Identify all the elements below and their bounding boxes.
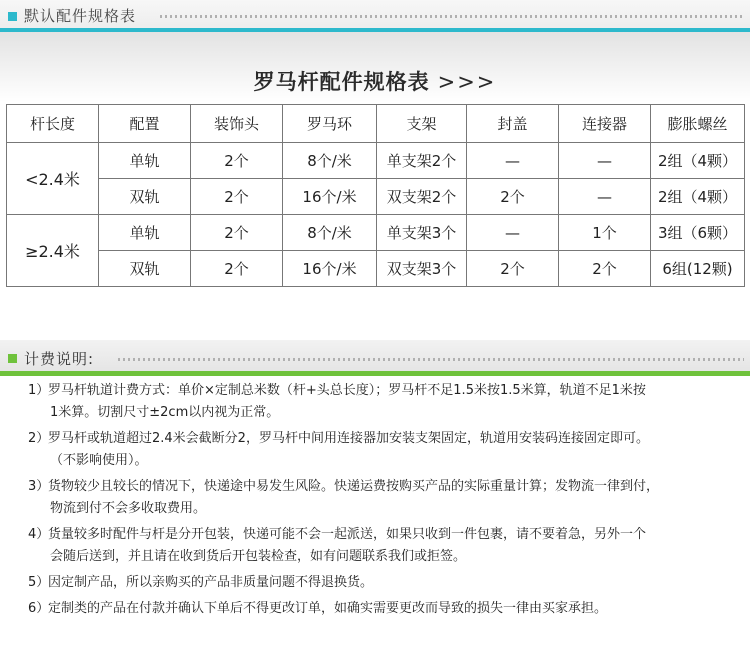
- table-cell: 3组（6颗）: [651, 215, 745, 251]
- accent-underline: [0, 371, 750, 376]
- table-cell: 2个: [467, 179, 559, 215]
- note-item: [28, 598, 744, 620]
- note-number: 3）: [28, 479, 50, 494]
- note-text: 货量较多时配件与杆是分开包装，快递可能不会一起派送，如果只收到一件包裹，请不要着急，另外一个: [48, 527, 647, 542]
- section-title: 计费说明:: [24, 350, 95, 368]
- note-item: [28, 380, 744, 424]
- table-row: [7, 143, 745, 179]
- note-text: 定制类的产品在付款并确认下单后不得更改订单，如确实需要更改而导致的损失一律由买家承担。: [48, 601, 608, 616]
- billing-notes: [28, 380, 744, 624]
- table-cell: —: [559, 179, 651, 215]
- table-cell: 双支架2个: [377, 179, 467, 215]
- column-header: 杆长度: [7, 105, 99, 143]
- table-cell: —: [467, 143, 559, 179]
- column-header: 支架: [377, 105, 467, 143]
- bullet-square-icon: [8, 12, 17, 21]
- table-cell: 2个: [559, 251, 651, 287]
- note-text-continued: （不影响使用）。: [50, 453, 148, 468]
- dashed-divider: [118, 358, 744, 361]
- table-cell: 16个/米: [283, 251, 377, 287]
- table-cell: 双支架3个: [377, 251, 467, 287]
- note-number: 4）: [28, 527, 50, 542]
- length-cell: ≥2.4米: [7, 215, 99, 287]
- table-cell: 双轨: [99, 179, 191, 215]
- note-item: [28, 524, 744, 568]
- table-cell: 2个: [467, 251, 559, 287]
- note-text: 罗马杆或轨道超过2.4米会截断分2，罗马杆中间用连接器加安装支架固定，轨道用安装码连接固定即可。: [48, 431, 649, 446]
- note-text-continued: 1米算。切割尺寸±2cm以内视为正常。: [50, 405, 280, 420]
- note-text: 因定制产品，所以亲购买的产品非质量问题不得退换货。: [48, 575, 374, 590]
- section-header-spec: [0, 0, 750, 32]
- table-cell: 2组（4颗）: [651, 143, 745, 179]
- table-cell: 8个/米: [283, 215, 377, 251]
- table-cell: 16个/米: [283, 179, 377, 215]
- table-cell: 8个/米: [283, 143, 377, 179]
- section-header-billing: [0, 340, 750, 376]
- column-header: 连接器: [559, 105, 651, 143]
- column-header: 配置: [99, 105, 191, 143]
- dashed-divider: [160, 15, 744, 18]
- spec-table: [6, 104, 745, 287]
- table-cell: 单支架3个: [377, 215, 467, 251]
- bullet-square-icon: [8, 354, 17, 363]
- table-cell: 2个: [191, 143, 283, 179]
- column-header: 膨胀螺丝: [651, 105, 745, 143]
- note-text: 罗马杆轨道计费方式：单价×定制总米数（杆+头总长度）；罗马杆不足1.5米按1.5米算，轨道不足1米按: [48, 383, 646, 398]
- arrow-suffix: >>>: [437, 70, 497, 94]
- table-row: [7, 251, 745, 287]
- length-cell: <2.4米: [7, 143, 99, 215]
- table-row: [7, 215, 745, 251]
- note-number: 1）: [28, 383, 50, 398]
- table-cell: 单轨: [99, 215, 191, 251]
- table-cell: 双轨: [99, 251, 191, 287]
- note-text-continued: 会随后送到，并且请在收到货后开包装检查，如有问题联系我们或拒签。: [50, 549, 467, 564]
- note-item: [28, 476, 744, 520]
- table-cell: —: [467, 215, 559, 251]
- note-item: [28, 572, 744, 594]
- section-title: 默认配件规格表: [24, 7, 137, 25]
- table-cell: 2组（4颗）: [651, 179, 745, 215]
- table-cell: 1个: [559, 215, 651, 251]
- table-cell: 6组(12颗): [651, 251, 745, 287]
- spec-table-section: [0, 32, 750, 332]
- note-text: 货物较少且较长的情况下，快递途中易发生风险。快递运费按购买产品的实际重量计算；发物流一律到付，: [48, 479, 660, 494]
- note-text-continued: 物流到付不会多收取费用。: [50, 501, 207, 516]
- table-title-text: 罗马杆配件规格表: [253, 70, 430, 94]
- table-title: [0, 66, 750, 96]
- column-header: 装饰头: [191, 105, 283, 143]
- table-cell: —: [559, 143, 651, 179]
- note-number: 2）: [28, 431, 50, 446]
- note-number: 5）: [28, 575, 50, 590]
- table-header-row: [7, 105, 745, 143]
- table-cell: 2个: [191, 251, 283, 287]
- table-row: [7, 179, 745, 215]
- table-cell: 2个: [191, 179, 283, 215]
- table-cell: 2个: [191, 215, 283, 251]
- column-header: 封盖: [467, 105, 559, 143]
- note-item: [28, 428, 744, 472]
- column-header: 罗马环: [283, 105, 377, 143]
- note-number: 6）: [28, 601, 50, 616]
- table-cell: 单支架2个: [377, 143, 467, 179]
- table-cell: 单轨: [99, 143, 191, 179]
